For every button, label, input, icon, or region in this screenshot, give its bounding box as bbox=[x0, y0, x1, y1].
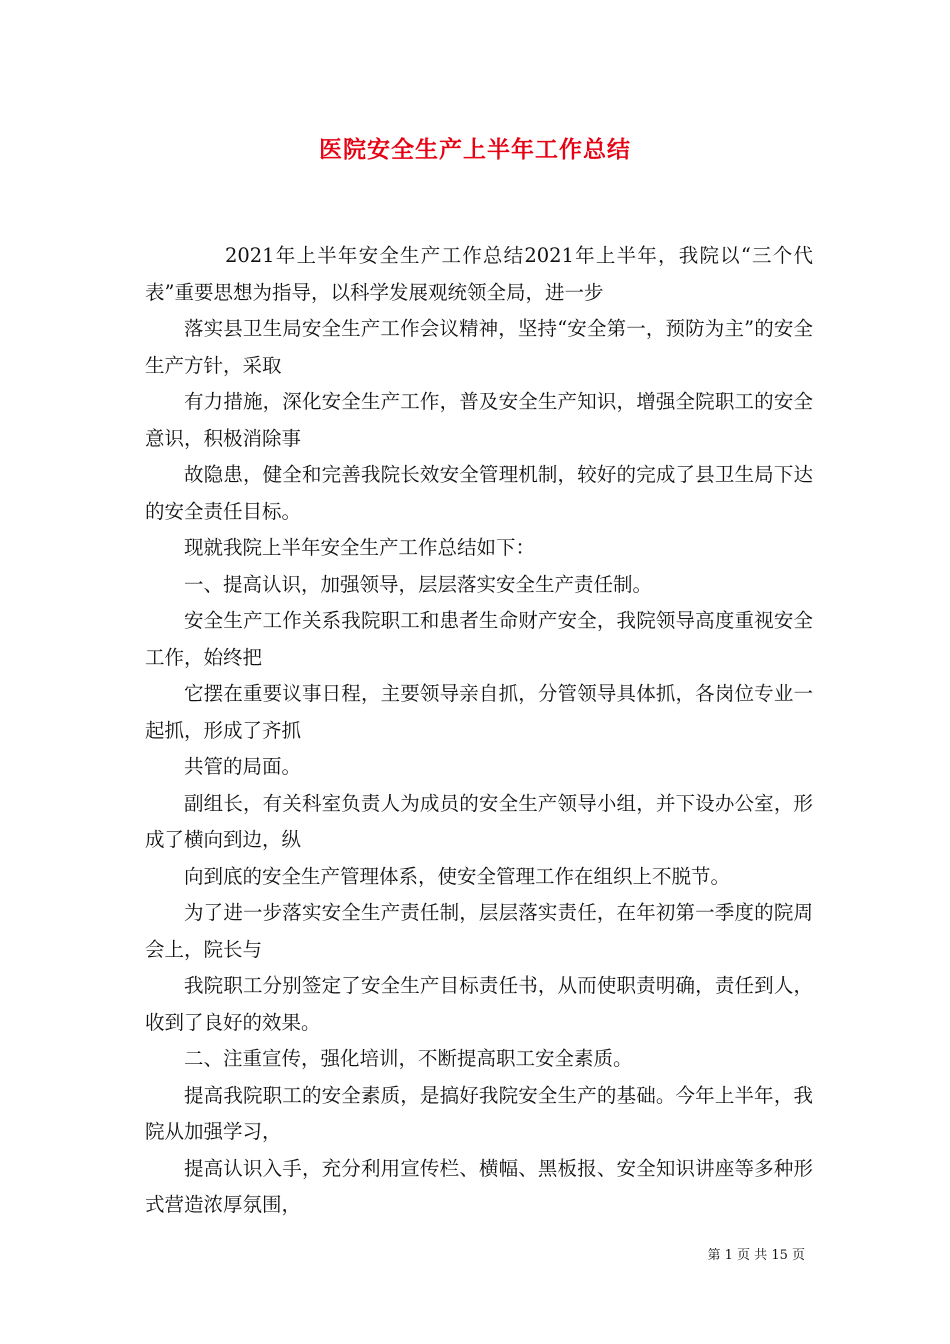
document-title: 医院安全生产上半年工作总结 bbox=[319, 136, 631, 163]
section-heading: 一、提高认识，加强领导，层层落实安全生产责任制。 bbox=[184, 572, 653, 596]
paragraph: 我院职工分别签定了安全生产目标责任书，从而使职责明确，责任到人，收到了良好的效果。 bbox=[145, 974, 813, 1034]
page-number: 第 1 页 共 15 页 bbox=[707, 1248, 805, 1263]
paragraph: 它摆在重要议事日程，主要领导亲自抓，分管领导具体抓，各岗位专业一起抓，形成了齐抓 bbox=[145, 682, 813, 742]
section-heading: 二、注重宣传，强化培训，不断提高职工安全素质。 bbox=[184, 1047, 633, 1070]
paragraph: 故隐患，健全和完善我院长效安全管理机制，较好的完成了县卫生局下达的安全责任目标。 bbox=[145, 463, 813, 523]
paragraph: 提高认识入手，充分利用宣传栏、横幅、黑板报、安全知识讲座等多种形式营造浓厚氛围， bbox=[145, 1156, 813, 1216]
paragraph: 2021年上半年安全生产工作总结2021年上半年，我院以“三个代表”重要思想为指导，以科学发展观统领全局，进一步 bbox=[145, 244, 813, 304]
paragraph: 现就我院上半年安全生产工作总结如下： bbox=[184, 536, 536, 559]
document-body bbox=[145, 238, 813, 1224]
paragraph: 安全生产工作关系我院职工和患者生命财产安全，我院领导高度重视安全工作，始终把 bbox=[145, 609, 813, 669]
paragraph: 向到底的安全生产管理体系，使安全管理工作在组织上不脱节。 bbox=[184, 864, 731, 888]
paragraph: 有力措施，深化安全生产工作，普及安全生产知识，增强全院职工的安全意识，积极消除事 bbox=[145, 390, 813, 450]
paragraph: 落实县卫生局安全生产工作会议精神，坚持“安全第一，预防为主”的安全生产方针，采取 bbox=[145, 317, 813, 377]
paragraph: 为了进一步落实安全生产责任制，层层落实责任，在年初第一季度的院周会上，院长与 bbox=[145, 901, 813, 961]
paragraph: 提高我院职工的安全素质，是搞好我院安全生产的基础。今年上半年，我院从加强学习， bbox=[145, 1083, 813, 1143]
paragraph: 共管的局面。 bbox=[184, 755, 302, 778]
paragraph: 副组长，有关科室负责人为成员的安全生产领导小组，并下设办公室，形成了横向到边，纵 bbox=[145, 791, 813, 851]
